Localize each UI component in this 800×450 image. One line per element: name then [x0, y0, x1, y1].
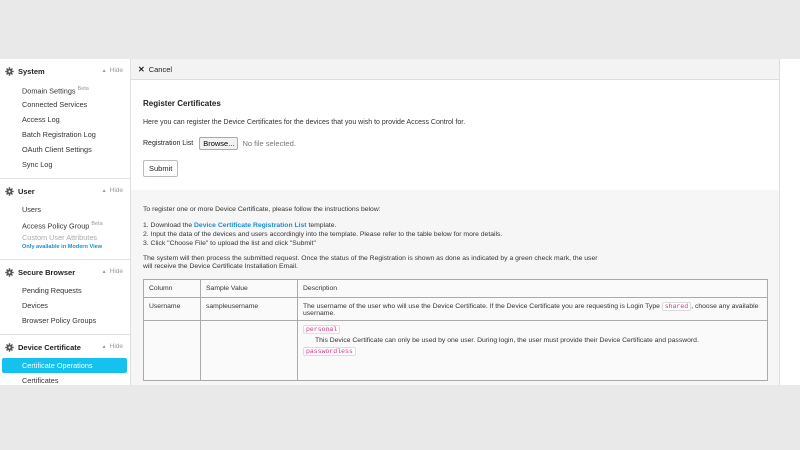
section-title: User — [18, 187, 35, 196]
hide-toggle[interactable] — [102, 343, 123, 350]
cancel-button[interactable] — [131, 59, 779, 80]
sidebar-section-header — [0, 341, 130, 354]
table-cell — [298, 321, 768, 381]
main-panel — [131, 59, 780, 385]
page-title: Register Certificates — [143, 99, 221, 108]
registration-list-label: Registration List — [143, 140, 194, 147]
submit-button[interactable]: Submit — [143, 160, 178, 177]
table-row — [144, 298, 768, 321]
sidebar-item-sync-log[interactable]: Sync Log — [22, 160, 53, 169]
columns-table — [143, 279, 768, 381]
step-1-suffix: template. — [306, 222, 337, 229]
modern-view-note: Only available in Modern View — [22, 244, 103, 250]
table-cell — [144, 321, 201, 381]
app-window — [0, 59, 800, 385]
step-1 — [143, 221, 767, 230]
sidebar-item-certificate-operations[interactable]: Certificate Operations — [2, 358, 127, 373]
step-3: 3. Click "Choose File" to upload the list and click "Submit" — [143, 240, 316, 247]
process-note-line-1: The system will then process the submitted request. Once the status of the Registration is shown as done as indicated by a green check mark, the user — [143, 255, 598, 262]
gear-icon — [5, 67, 14, 76]
instructions-lead: To register one or more Device Certificate, please follow the instructions below: — [143, 206, 381, 213]
registration-list-row — [143, 137, 767, 150]
sidebar-item-label: Domain Settings — [22, 86, 76, 96]
sidebar-item-domain-settings[interactable] — [0, 82, 130, 97]
sidebar-item-batch-registration-log[interactable]: Batch Registration Log — [22, 130, 96, 139]
hide-toggle[interactable] — [102, 187, 123, 194]
no-file-label: No file selected. — [242, 139, 296, 148]
sidebar-item-label: Access Policy Group — [22, 221, 90, 231]
sidebar-item-connected-services[interactable]: Connected Services — [22, 100, 88, 109]
registration-list-template-link[interactable]: Device Certificate Registration List — [194, 222, 307, 229]
gear-icon — [5, 343, 14, 352]
gear-icon — [5, 187, 14, 196]
sidebar — [0, 59, 131, 385]
hide-label: Hide — [109, 187, 123, 194]
sidebar-item-custom-user-attributes: Custom User Attributes — [22, 233, 98, 242]
beta-badge: Beta — [91, 221, 103, 227]
sidebar-section-system — [0, 59, 130, 179]
section-title: Secure Browser — [18, 268, 76, 277]
chevron-up-icon: ▲ — [101, 188, 107, 194]
sidebar-section-header — [0, 185, 130, 198]
hide-label: Hide — [109, 268, 123, 275]
table-header: Column — [144, 280, 201, 298]
sidebar-item-users[interactable]: Users — [22, 205, 42, 214]
table-header: Sample Value — [201, 280, 298, 298]
page-description: Here you can register the Device Certificates for the devices that you wish to provide Access Control for. — [143, 119, 466, 126]
sidebar-section-device-certificate — [0, 335, 130, 385]
table-row — [144, 321, 768, 381]
step-2: 2. Input the data of the devices and users accordingly into the template. Please refer to the table below for more details. — [143, 231, 503, 238]
table-header-row — [144, 280, 768, 298]
table-cell — [201, 321, 298, 381]
sidebar-item-certificates[interactable]: Certificates — [22, 376, 59, 385]
gear-icon — [5, 268, 14, 277]
instructions — [131, 190, 779, 381]
sidebar-item-access-log[interactable]: Access Log — [22, 115, 60, 124]
step-1-prefix: 1. Download the — [143, 222, 195, 229]
beta-badge: Beta — [77, 86, 89, 92]
table-header: Description — [298, 280, 768, 298]
sidebar-item-access-policy-group[interactable] — [0, 217, 130, 232]
close-icon: ✕ — [138, 64, 145, 74]
sidebar-item-devices[interactable]: Devices — [22, 301, 48, 310]
browse-button[interactable]: Browse... — [199, 137, 238, 150]
sidebar-section-user — [0, 179, 130, 260]
hide-toggle[interactable] — [102, 268, 123, 275]
sidebar-section-secure-browser — [0, 260, 130, 335]
instructions-steps — [143, 221, 767, 248]
section-title: Device Certificate — [18, 343, 81, 352]
code-shared: shared — [662, 302, 691, 311]
description-text: The username of the user who will use the Device Certificate. If the Device Certificate you are requesting is Login Type — [303, 303, 662, 310]
process-note — [143, 255, 767, 271]
hide-label: Hide — [109, 343, 123, 350]
chevron-up-icon: ▲ — [101, 68, 107, 74]
table-cell: Username — [144, 298, 201, 321]
chevron-up-icon: ▲ — [101, 269, 107, 275]
description-text: , choose any available username. — [303, 303, 759, 317]
hide-toggle[interactable] — [102, 67, 123, 74]
sidebar-item-pending-requests[interactable]: Pending Requests — [22, 286, 82, 295]
sidebar-item-browser-policy-groups[interactable]: Browser Policy Groups — [22, 316, 97, 325]
cancel-label: Cancel — [148, 64, 173, 74]
code-passwordless: passwordless — [303, 347, 356, 356]
sidebar-section-header — [0, 266, 130, 279]
hide-label: Hide — [109, 67, 123, 74]
chevron-up-icon: ▲ — [101, 344, 107, 350]
process-note-line-2: will receive the Device Certificate Installation Email. — [143, 263, 298, 270]
table-cell — [298, 298, 768, 321]
sidebar-section-header — [0, 65, 130, 78]
table-cell: sampleusername — [201, 298, 298, 321]
sidebar-item-oauth-client-settings[interactable]: OAuth Client Settings — [22, 145, 92, 154]
description-text: This Device Certificate can only be used by one user. During login, the user must provide their Device Certificate and password. — [315, 337, 699, 344]
code-personal: personal — [303, 325, 340, 334]
register-card — [131, 80, 779, 190]
section-title: System — [18, 67, 45, 76]
